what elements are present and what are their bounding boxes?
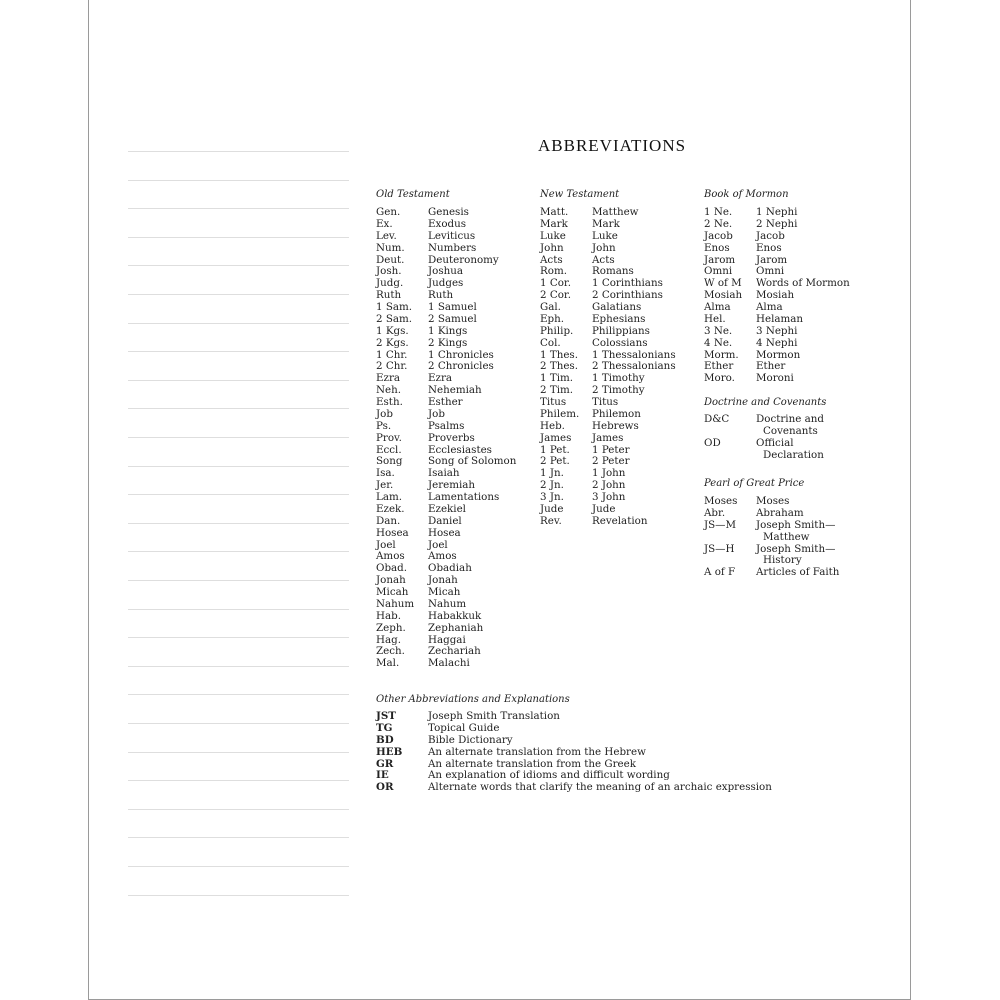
doctrine-and-covenants-heading: Doctrine and Covenants xyxy=(704,397,827,408)
note-line xyxy=(128,837,349,838)
abbreviation: Job xyxy=(376,407,393,420)
full-name-line: Genesis xyxy=(428,206,469,218)
abbreviation: 3 Jn. xyxy=(540,491,564,503)
abbreviation: IE xyxy=(376,769,389,782)
abbreviation: W of M xyxy=(704,277,742,290)
full-name-line: Leviticus xyxy=(428,229,476,242)
note-line xyxy=(128,323,349,324)
abbreviation: Neh. xyxy=(376,384,402,397)
full-name-line: Deuteronomy xyxy=(428,253,499,266)
abbreviation: Philip. xyxy=(540,324,574,337)
full-name-line: 2 John xyxy=(592,479,626,492)
full-name-line: Philemon xyxy=(592,407,641,420)
abbreviation: Rev. xyxy=(540,514,562,527)
full-name-line: Ecclesiastes xyxy=(428,443,492,456)
full-name-line: Joseph Smith Translation xyxy=(428,710,560,722)
abbreviation: 1 Kgs. xyxy=(376,324,409,337)
abbreviation: Abr. xyxy=(704,506,726,519)
note-line xyxy=(128,637,349,638)
full-name-continuation: Declaration xyxy=(763,448,824,461)
full-name xyxy=(756,567,839,579)
full-name-line: Numbers xyxy=(428,241,477,254)
full-name-line: Job xyxy=(428,407,445,420)
note-line xyxy=(128,151,349,152)
abbreviation: TG xyxy=(376,721,393,734)
note-line xyxy=(128,380,349,381)
abbreviation: 2 Tim. xyxy=(540,384,574,397)
note-line xyxy=(128,780,349,781)
full-name-line: Jonah xyxy=(428,574,458,587)
full-name-line: Hosea xyxy=(428,526,461,539)
full-name xyxy=(756,438,824,462)
note-line xyxy=(128,752,349,753)
other-abbreviations-heading: Other Abbreviations and Explanations xyxy=(376,694,570,705)
full-name-line: 3 John xyxy=(592,491,626,503)
abbreviation: 1 Jn. xyxy=(540,467,564,480)
note-line xyxy=(128,237,349,238)
abbreviation: Amos xyxy=(376,550,405,563)
full-name-line: Amos xyxy=(428,550,457,563)
abbreviation: Titus xyxy=(540,396,567,408)
abbreviation: John xyxy=(540,241,564,254)
abbreviation: 1 Sam. xyxy=(376,301,413,313)
abbreviation: Col. xyxy=(540,336,561,349)
abbreviation: 2 Cor. xyxy=(540,289,571,302)
abbreviation: Ezek. xyxy=(376,502,405,515)
full-name-line: 1 Nephi xyxy=(756,206,798,218)
abbreviation: Prov. xyxy=(376,431,402,444)
abbreviation: Luke xyxy=(540,229,566,242)
full-name-line: 3 Nephi xyxy=(756,324,798,337)
full-name-line: Jude xyxy=(592,502,616,515)
abbreviation: Eph. xyxy=(540,312,565,325)
abbreviation: Mal. xyxy=(376,657,400,670)
abbreviation: Gen. xyxy=(376,206,401,218)
abbreviation: Acts xyxy=(540,253,563,266)
full-name-line: Articles of Faith xyxy=(756,566,840,579)
full-name-line: Ether xyxy=(756,360,786,373)
book-of-mormon-heading: Book of Mormon xyxy=(704,189,789,200)
full-name-line: John xyxy=(592,241,616,254)
note-line xyxy=(128,895,349,896)
full-name-line: Esther xyxy=(428,396,463,408)
abbreviation: JS—H xyxy=(704,542,735,555)
abbreviation: Heb. xyxy=(540,419,565,432)
full-name-line: Mosiah xyxy=(756,289,795,302)
full-name-line: Bible Dictionary xyxy=(428,733,513,746)
full-name-line: An alternate translation from the Greek xyxy=(428,757,636,770)
note-line xyxy=(128,551,349,552)
note-line xyxy=(128,609,349,610)
full-name-line: Joseph Smith— xyxy=(756,542,836,555)
full-name-line: Galatians xyxy=(592,301,642,313)
note-line xyxy=(128,180,349,181)
abbreviation: 1 Pet. xyxy=(540,443,570,456)
full-name-line: Ruth xyxy=(428,289,454,302)
abbreviation: Rom. xyxy=(540,265,567,278)
abbreviation: Num. xyxy=(376,241,405,254)
abbreviation: Mosiah xyxy=(704,289,743,302)
abbreviation: Judg. xyxy=(376,277,404,290)
full-name-line: 2 Nephi xyxy=(756,217,798,230)
full-name-line: 1 Chronicles xyxy=(428,348,494,361)
abbreviation: D&C xyxy=(704,413,730,425)
notes-lines-area xyxy=(128,0,349,1000)
full-name-continuation: Covenants xyxy=(763,424,818,437)
full-name-line: 2 Timothy xyxy=(592,384,645,397)
abbreviation: Dan. xyxy=(376,514,401,527)
full-name-line: Jacob xyxy=(756,229,785,242)
full-name-line: Doctrine and xyxy=(756,413,824,425)
full-name-line: Mormon xyxy=(756,348,801,361)
abbreviation: Lam. xyxy=(376,491,403,503)
abbreviation: 2 Sam. xyxy=(376,312,413,325)
full-name-line: 1 Peter xyxy=(592,443,630,456)
full-name-line: Nehemiah xyxy=(428,384,482,397)
abbreviation: Joel xyxy=(376,538,396,551)
abbreviation: GR xyxy=(376,757,394,770)
full-name-line: Words of Mormon xyxy=(756,277,850,290)
abbreviation: Omni xyxy=(704,265,733,278)
full-name-line: Alternate words that clarify the meaning of an archaic expression xyxy=(428,781,772,794)
abbreviation: 1 Thes. xyxy=(540,348,578,361)
abbreviation: Hab. xyxy=(376,609,401,622)
full-name-line: Matthew xyxy=(592,206,639,218)
abbreviation: Jarom xyxy=(704,253,736,266)
full-name-line: Isaiah xyxy=(428,467,460,480)
full-name-line: Zechariah xyxy=(428,645,481,658)
full-name-line: An explanation of idioms and difficult wording xyxy=(428,769,670,782)
full-name-line: James xyxy=(592,431,624,444)
full-name-line: 2 Thessalonians xyxy=(592,360,676,373)
abbreviation: JS—M xyxy=(704,518,737,531)
abbreviation: Lev. xyxy=(376,229,397,242)
note-line xyxy=(128,723,349,724)
full-name-line: 2 Chronicles xyxy=(428,360,494,373)
full-name-line: 2 Corinthians xyxy=(592,289,663,302)
full-name-line: An alternate translation from the Hebrew xyxy=(428,745,646,758)
abbreviation: 2 Pet. xyxy=(540,455,570,468)
full-name-line: Omni xyxy=(756,265,785,278)
full-name-line: Song of Solomon xyxy=(428,455,517,468)
full-name-line: Ezra xyxy=(428,372,453,385)
full-name xyxy=(756,520,835,544)
pearl-of-great-price-heading: Pearl of Great Price xyxy=(704,478,805,489)
note-line xyxy=(128,466,349,467)
full-name-line: Acts xyxy=(592,253,615,266)
old-testament-heading: Old Testament xyxy=(376,189,450,200)
full-name xyxy=(756,414,824,438)
abbreviation: Eccl. xyxy=(376,443,402,456)
abbreviation: Morm. xyxy=(704,348,739,361)
abbreviation: OD xyxy=(704,436,721,449)
abbreviation: Hag. xyxy=(376,633,401,646)
abbreviation: Ps. xyxy=(376,419,392,432)
abbreviation: Hosea xyxy=(376,526,409,539)
note-line xyxy=(128,294,349,295)
abbreviation: Zeph. xyxy=(376,621,406,634)
full-name-line: Jeremiah xyxy=(428,479,476,492)
full-name-line: Revelation xyxy=(592,514,648,527)
full-name-line: Judges xyxy=(428,277,464,290)
note-line xyxy=(128,265,349,266)
abbreviation: 1 Tim. xyxy=(540,372,574,385)
abbreviation: Alma xyxy=(704,301,731,313)
full-name-line: 1 John xyxy=(592,467,626,480)
abbreviation: Nahum xyxy=(376,597,415,610)
new-testament-heading: New Testament xyxy=(540,189,620,200)
abbreviation: BD xyxy=(376,733,394,746)
full-name-line: Joel xyxy=(428,538,448,551)
full-name-line: Romans xyxy=(592,265,634,278)
full-name-line: Ezekiel xyxy=(428,502,466,515)
full-name-line: Ephesians xyxy=(592,312,646,325)
abbreviation: Zech. xyxy=(376,645,405,658)
note-line xyxy=(128,580,349,581)
full-name-line: 1 Corinthians xyxy=(592,277,663,290)
full-name-line: 1 Samuel xyxy=(428,301,477,313)
full-name-line: Moses xyxy=(756,495,790,507)
note-line xyxy=(128,208,349,209)
full-name-line: Joseph Smith— xyxy=(756,518,836,531)
abbreviation: Jonah xyxy=(376,574,406,587)
full-name-line: Jarom xyxy=(756,253,788,266)
abbreviation: HEB xyxy=(376,745,403,758)
full-name-line: 2 Kings xyxy=(428,336,468,349)
full-name-line: Daniel xyxy=(428,514,462,527)
abbreviation: 2 Chr. xyxy=(376,360,408,373)
abbreviation: Hel. xyxy=(704,312,726,325)
abbreviation: Ex. xyxy=(376,217,393,230)
abbreviation: 2 Ne. xyxy=(704,217,733,230)
full-name-line: Lamentations xyxy=(428,491,500,503)
full-name-line: 1 Kings xyxy=(428,324,468,337)
full-name-line: Zephaniah xyxy=(428,621,484,634)
abbreviation: Gal. xyxy=(540,301,561,313)
full-name-line: Helaman xyxy=(756,312,804,325)
full-name-line: Titus xyxy=(592,396,619,408)
full-name-line: Micah xyxy=(428,586,461,598)
abbreviation: 1 Ne. xyxy=(704,206,733,218)
abbreviation: Micah xyxy=(376,586,409,598)
note-line xyxy=(128,408,349,409)
full-name-line: 1 Timothy xyxy=(592,372,645,385)
abbreviation: 2 Thes. xyxy=(540,360,578,373)
abbreviation: Matt. xyxy=(540,206,569,218)
page-title: ABBREVIATIONS xyxy=(538,136,687,155)
note-line xyxy=(128,351,349,352)
abbreviation: 2 Kgs. xyxy=(376,336,409,349)
full-name-line: Mark xyxy=(592,217,620,230)
abbreviation: Ether xyxy=(704,360,734,373)
full-name-line: Proverbs xyxy=(428,431,475,444)
abbreviation: Isa. xyxy=(376,467,395,480)
full-name-line: 1 Thessalonians xyxy=(592,348,676,361)
full-name-line: Abraham xyxy=(756,506,804,519)
abbreviation: Enos xyxy=(704,241,730,254)
note-line xyxy=(128,809,349,810)
abbreviation: Ruth xyxy=(376,289,402,302)
full-name-line: Official xyxy=(756,436,794,449)
abbreviation: 4 Ne. xyxy=(704,336,733,349)
note-line xyxy=(128,523,349,524)
abbreviation: Ezra xyxy=(376,372,401,385)
full-name-line: Colossians xyxy=(592,336,648,349)
abbreviation: 1 Chr. xyxy=(376,348,408,361)
full-name-line: 4 Nephi xyxy=(756,336,798,349)
abbreviation: A of F xyxy=(704,566,736,579)
full-name xyxy=(428,782,772,794)
full-name-line: Haggai xyxy=(428,633,466,646)
abbreviation: James xyxy=(540,431,572,444)
full-name-line: Psalms xyxy=(428,419,465,432)
abbreviation: Esth. xyxy=(376,396,403,408)
abbreviation: Deut. xyxy=(376,253,405,266)
note-line xyxy=(128,666,349,667)
full-name-line: Joshua xyxy=(428,265,464,278)
abbreviation: JST xyxy=(376,710,396,722)
note-line xyxy=(128,494,349,495)
full-name-line: Habakkuk xyxy=(428,609,482,622)
full-name-line: Enos xyxy=(756,241,782,254)
full-name-line: 2 Peter xyxy=(592,455,630,468)
full-name-line: Luke xyxy=(592,229,618,242)
full-name-continuation: History xyxy=(763,554,802,567)
abbreviation: 1 Cor. xyxy=(540,277,571,290)
note-line xyxy=(128,866,349,867)
full-name xyxy=(428,658,470,670)
note-line xyxy=(128,437,349,438)
abbreviation: Josh. xyxy=(376,265,402,278)
abbreviation: OR xyxy=(376,781,394,794)
abbreviation: Moro. xyxy=(704,372,735,385)
full-name-line: Nahum xyxy=(428,597,467,610)
full-name-line: Obadiah xyxy=(428,562,472,575)
full-name-line: Hebrews xyxy=(592,419,639,432)
full-name xyxy=(756,544,835,568)
full-name-line: Exodus xyxy=(428,217,467,230)
abbreviation: 2 Jn. xyxy=(540,479,564,492)
note-line xyxy=(128,694,349,695)
full-name xyxy=(592,516,647,528)
abbreviation: Jacob xyxy=(704,229,733,242)
full-name-line: Philippians xyxy=(592,324,650,337)
abbreviation: Song xyxy=(376,455,403,468)
abbreviation: Jer. xyxy=(376,479,394,492)
full-name-line: Alma xyxy=(756,301,783,313)
full-name-continuation: Matthew xyxy=(763,530,810,543)
abbreviation: Mark xyxy=(540,217,568,230)
abbreviation: Jude xyxy=(540,502,564,515)
abbreviation: Philem. xyxy=(540,407,580,420)
full-name-line: Topical Guide xyxy=(428,721,500,734)
full-name-line: Malachi xyxy=(428,657,470,670)
abbreviation: Moses xyxy=(704,495,738,507)
full-name xyxy=(756,373,794,385)
abbreviation: 3 Ne. xyxy=(704,324,733,337)
abbreviation: Obad. xyxy=(376,562,408,575)
full-name-line: Moroni xyxy=(756,372,794,385)
full-name-line: 2 Samuel xyxy=(428,312,477,325)
